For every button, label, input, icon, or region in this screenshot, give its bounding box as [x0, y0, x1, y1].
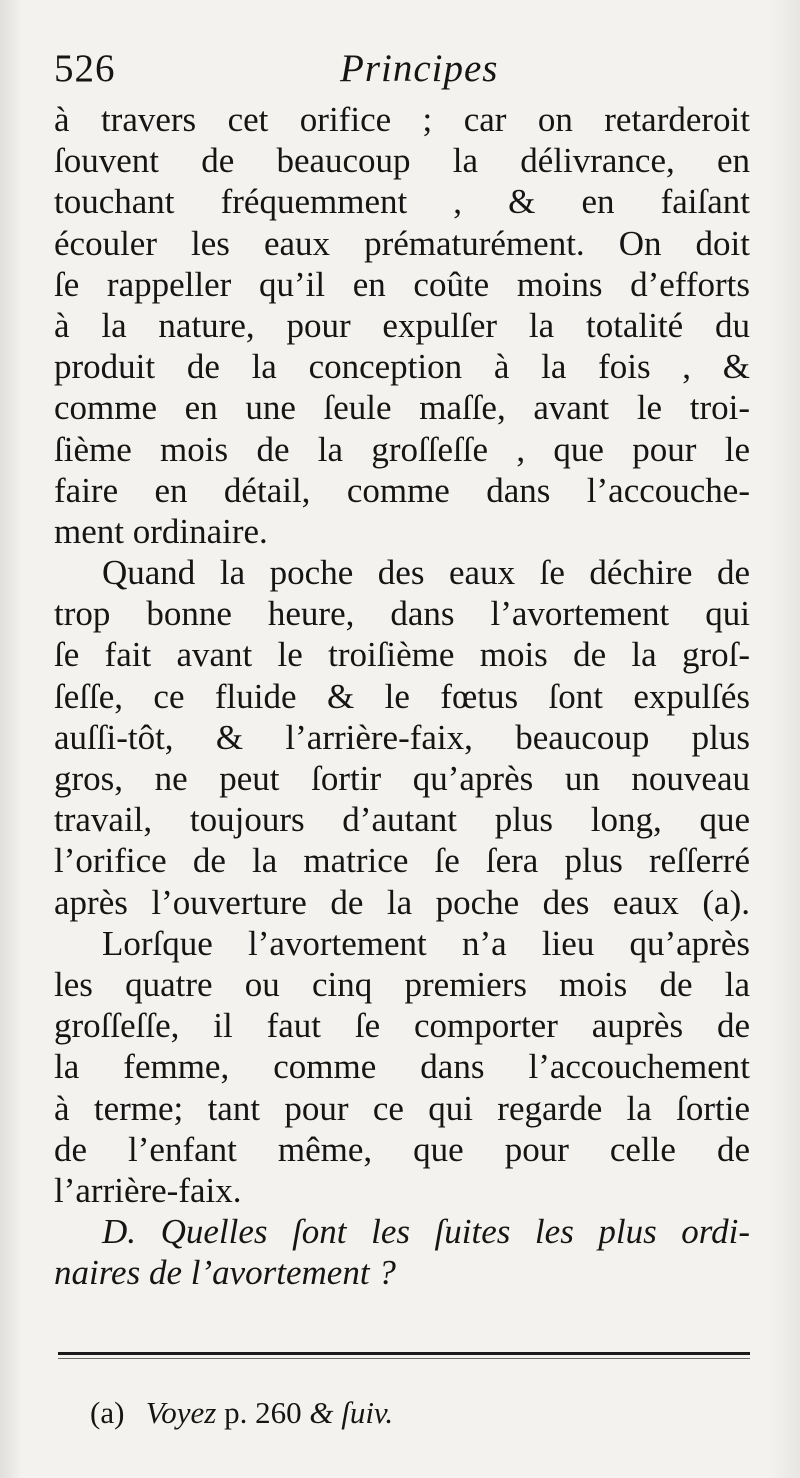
- text-line: ſeſſe, ce fluide & le fœtus ſont expulſés: [54, 676, 750, 716]
- paragraph-start-line: Lorſque l’avortement n’a lieu qu’après: [102, 923, 750, 963]
- text-line: gros, ne peut ſortir qu’après un nouveau: [54, 759, 750, 798]
- footnote-following-reference: & ſuiv.: [309, 1395, 394, 1430]
- text-line: écouler les eaux prématurément. On doit: [54, 223, 750, 263]
- text-line: l’arrière-faix.: [54, 1170, 242, 1210]
- question-line: D. Quelles ſont les ſuites les plus ordi-: [102, 1212, 750, 1252]
- text-line: trop bonne heure, dans l’avortement qui: [54, 594, 750, 634]
- page-number: 526: [54, 47, 116, 90]
- text-line: les quatre ou cinq premiers mois de la: [54, 964, 750, 1004]
- text-line: ſième mois de la groſſeſſe , que pour le: [54, 429, 750, 469]
- text-line: auſſi-tôt, & l’arrière-faix, beaucoup plus: [54, 717, 750, 757]
- text-line: touchant fréquemment , & en faiſant: [54, 182, 750, 222]
- text-line: à travers cet orifice ; car on retarderoit: [54, 100, 750, 139]
- footnote-rule: [58, 1352, 750, 1355]
- text-line: ſe rappeller qu’il en coûte moins d’efforts: [54, 264, 750, 304]
- text-line: comme en une ſeule maſſe, avant le troi-: [54, 388, 750, 428]
- text-line: la femme, comme dans l’accouchement: [54, 1047, 750, 1087]
- text-line: à terme; tant pour ce qui regarde la ſortie: [54, 1088, 750, 1128]
- running-head: Principes: [340, 47, 499, 90]
- text-line: produit de la conception à la fois , &: [54, 347, 750, 387]
- text-line: ſouvent de beaucoup la délivrance, en: [54, 141, 750, 181]
- footnote: [90, 1393, 610, 1433]
- text-line: groſſeſſe, il faut ſe comporter auprès de: [54, 1006, 750, 1046]
- text-line: de l’enfant même, que pour celle de: [54, 1129, 750, 1169]
- text-line: faire en détail, comme dans l’accouche-: [54, 470, 750, 510]
- text-line: à la nature, pour expulſer la totalité du: [54, 305, 750, 345]
- text-line: travail, toujours d’autant plus long, que: [54, 800, 750, 840]
- page-header: [54, 42, 749, 96]
- paragraph-start-line: Quand la poche des eaux ſe déchire de: [102, 553, 750, 593]
- text-line: après l’ouverture de la poche des eaux (a).: [54, 882, 750, 922]
- question-line: naires de l’avortement ?: [54, 1253, 396, 1293]
- footnote-reference-word: Voyez: [145, 1395, 217, 1430]
- text-line: ſe fait avant le troiſième mois de la groſ-: [54, 635, 750, 675]
- footnote-page-reference: p. 260: [224, 1395, 302, 1430]
- text-line: ment ordinaire.: [54, 511, 268, 551]
- text-line: l’orifice de la matrice ſe ſera plus reſſerré: [54, 841, 750, 881]
- main-text: [54, 99, 750, 1293]
- footnote-marker: (a): [90, 1395, 125, 1430]
